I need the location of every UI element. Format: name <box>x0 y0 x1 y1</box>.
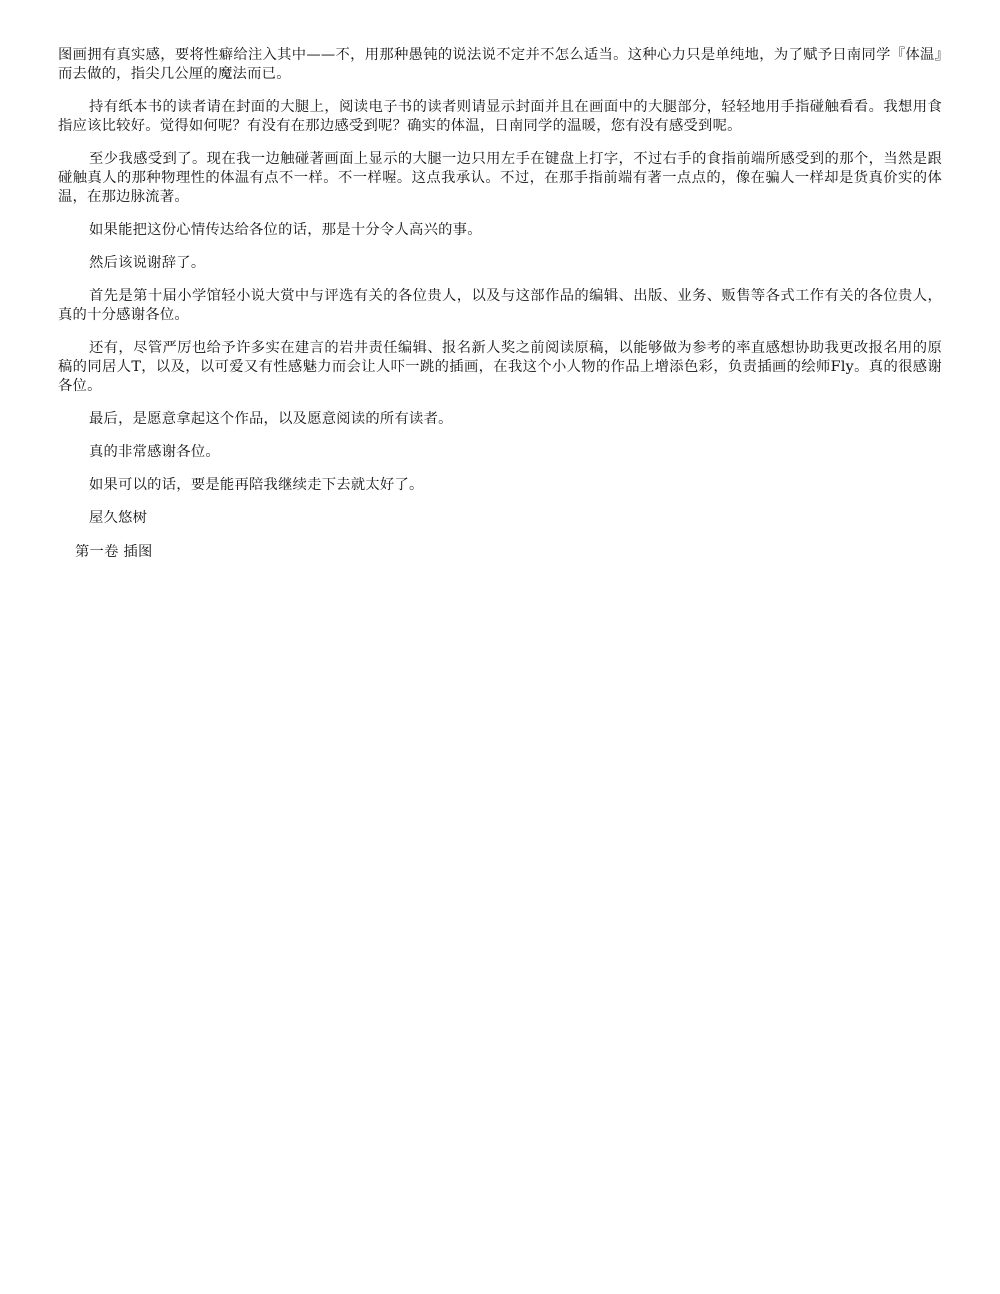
paragraph: 如果能把这份心情传达给各位的话，那是十分令人高兴的事。 <box>89 222 482 238</box>
paragraph: 至少我感受到了。现在我一边触碰著画面上显示的大腿一边只用左手在键盘上打字，不过右手的食指前端所感受到的那个，当然是跟碰触真人的那种物理性的体温有点不一样。不一样喔。这点我承认。不过，在那手指前端有著一点点的，像在骗人一样却是货真价实的体温，在那边脉流著。 <box>58 151 942 205</box>
author-signature: 屋久悠树 <box>89 510 148 526</box>
paragraph: 还有，尽管严厉也给予许多实在建言的岩井责任编辑、报名新人奖之前阅读原稿，以能够做为参考的率直感想协助我更改报名用的原稿的同居人T，以及，以可爱又有性感魅力而会让人吓一跳的插画，在我这个小人物的作品上增添色彩，负责插画的绘师Fly。真的很感谢各位。 <box>58 340 942 394</box>
paragraph: 最后，是愿意拿起这个作品，以及愿意阅读的所有读者。 <box>89 411 453 427</box>
paragraph: 持有纸本书的读者请在封面的大腿上，阅读电子书的读者则请显示封面并且在画面中的大腿部分，轻轻地用手指碰触看看。我想用食指应该比较好。觉得如何呢？有没有在那边感受到呢？确实的体温，日南同学的温暖，您有没有感受到呢。 <box>58 99 942 134</box>
paragraph: 然后该说谢辞了。 <box>89 255 206 271</box>
section-heading: 第一卷 插图 <box>75 544 153 560</box>
paragraph: 首先是第十届小学馆轻小说大赏中与评选有关的各位贵人，以及与这部作品的编辑、出版、业务、贩售等各式工作有关的各位贵人，真的十分感谢各位。 <box>58 288 942 323</box>
paragraph: 如果可以的话，要是能再陪我继续走下去就太好了。 <box>89 477 424 493</box>
document-body <box>58 46 942 562</box>
paragraph: 真的非常感谢各位。 <box>89 444 220 460</box>
paragraph: 图画拥有真实感，要将性癖给注入其中——不，用那种愚钝的说法说不定并不怎么适当。这种心力只是单纯地，为了赋予日南同学『体温』而去做的，指尖几公厘的魔法而已。 <box>58 47 942 82</box>
